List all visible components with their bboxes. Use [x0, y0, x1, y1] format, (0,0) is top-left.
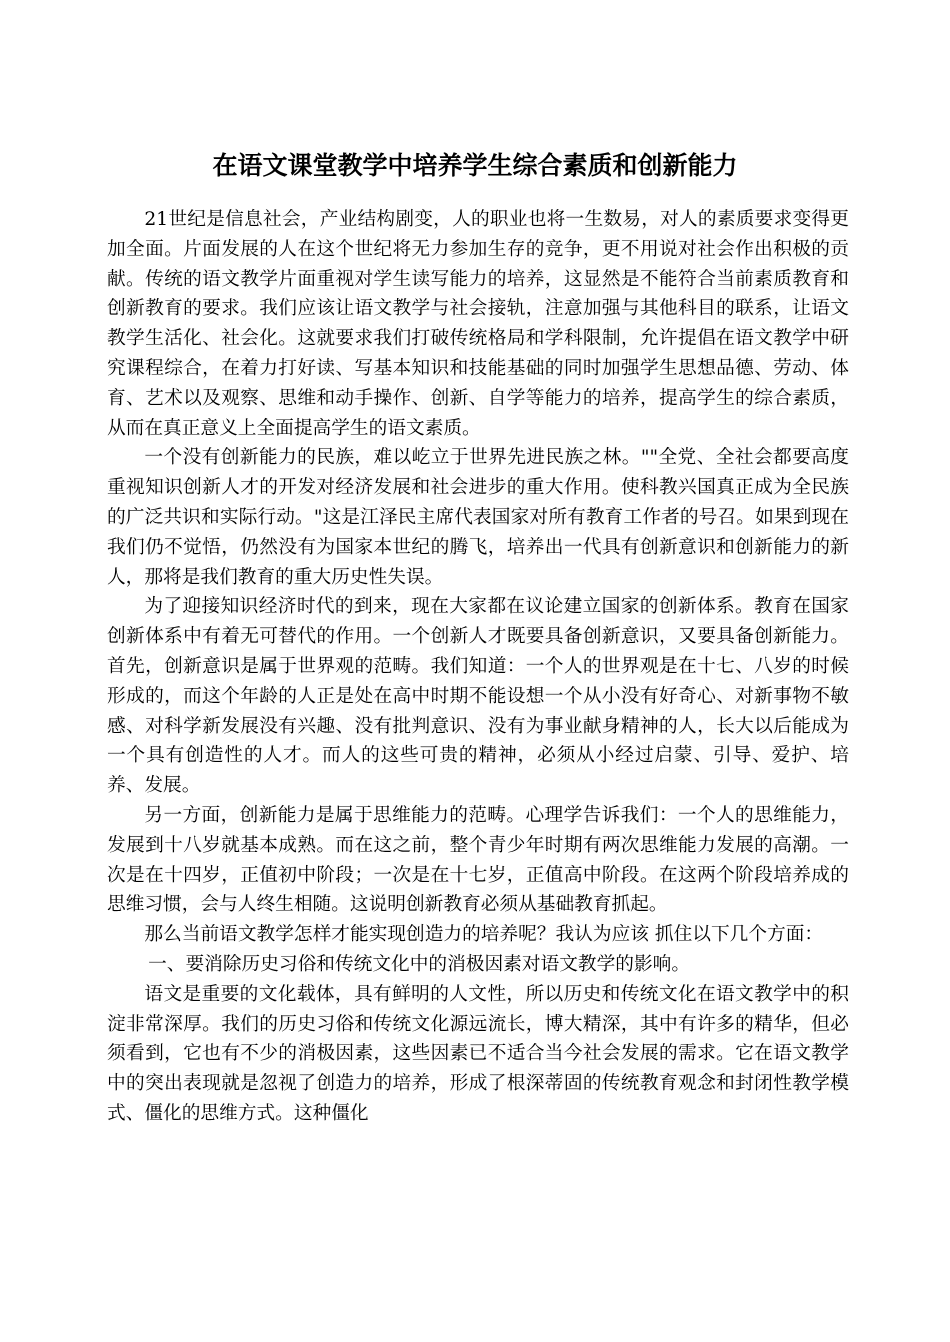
paragraph-intro: 21世纪是信息社会，产业结构剧变，人的职业也将一生数易，对人的素质要求变得更加全面。片面发展的人在这个世纪将无力参加生存的竞争，更不用说对社会作出积极的贡献。传统的语文教学片面重视对学生读写能力的培养，这显然是不能符合当前素质教育和创新教育的要求。我们应该让语文教学与社会接轨，注意加强与其他科目的联系，让语文教学生活化、社会化。这就要求我们打破传统格局和学科限制，允许提倡在语文教学中研究课程综合，在着力打好读、写基本知识和技能基础的同时加强学生思想品德、劳动、体育、艺术以及观察、思维和动手操作、创新、自学等能力的培养，提高学生的综合素质，从而在真正意义上全面提高学生的语文素质。 — [107, 209, 849, 439]
document-body — [107, 205, 849, 1129]
paragraph-thinking-ability: 另一方面，创新能力是属于思维能力的范畴。心理学告诉我们：一个人的思维能力，发展到十八岁就基本成熟。而在这之前，整个青少年时期有两次思维能力发展的高潮。一次是在十四岁，正值初中阶段；一次是在十七岁，正值高中阶段。在这两个阶段培养成的思维习惯，会与人终生相随。这说明创新教育必须从基础教育抓起。 — [107, 804, 849, 916]
paragraph-culture: 语文是重要的文化载体，具有鲜明的人文性，所以历史和传统文化在语文教学中的积淀非常深厚。我们的历史习俗和传统文化源远流长，博大精深，其中有许多的精华，但必须看到，它也有不少的消极因素，这些因素已不适合当今社会发展的需求。它在语文教学中的突出表现就是忽视了创造力的培养，形成了根深蒂固的传统教育观念和封闭性教学模式、僵化的思维方式。这种僵化 — [107, 983, 849, 1124]
paragraph-innovation-system: 为了迎接知识经济时代的到来，现在大家都在议论建立国家的创新体系。教育在国家创新体系中有着无可替代的作用。一个创新人才既要具备创新意识，又要具备创新能力。首先，创新意识是属于世界观的范畴。我们知道：一个人的世界观是在十七、八岁的时候形成的，而这个年龄的人正是处在高中时期不能设想一个从小没有好奇心、对新事物不敏感、对科学新发展没有兴趣、没有批判意识、没有为事业献身精神的人，长大以后能成为一个具有创造性的人才。而人的这些可贵的精神，必须从小经过启蒙、引导、爱护、培养、发展。 — [107, 596, 849, 797]
paragraph-innovation-nation: 一个没有创新能力的民族，难以屹立于世界先进民族之林。""全党、全社会都要高度重视知识创新人才的开发对经济发展和社会进步的重大作用。使科教兴国真正成为全民族的广泛共识和实际行动。"这是江泽民主席代表国家对所有教育工作者的号召。如果到现在我们仍不觉悟，仍然没有为国家本世纪的腾飞，培养出一代具有创新意识和创新能力的新人，那将是我们教育的重大历史性失误。 — [107, 447, 849, 588]
section-heading-one: 一、要消除历史习俗和传统文化中的消极因素对语文教学的影响。 — [148, 953, 691, 975]
document-title: 在语文课堂教学中培养学生综合素质和创新能力 — [212, 151, 738, 180]
paragraph-question: 那么当前语文教学怎样才能实现创造力的培养呢？我认为应该 抓住以下几个方面： — [144, 924, 824, 946]
